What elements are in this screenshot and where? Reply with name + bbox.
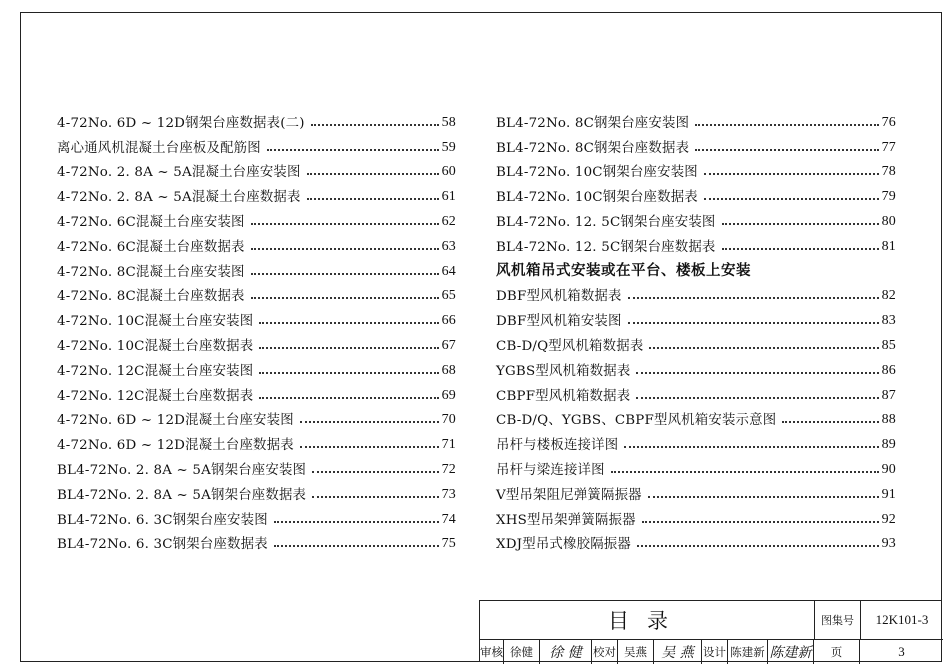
toc-leader-dots — [695, 149, 878, 151]
toc-entry — [57, 478, 456, 503]
toc-entry-page: 93 — [881, 536, 896, 552]
toc-leader-dots — [636, 397, 878, 399]
toc-entry-title: BL4-72No. 12. 5C钢架台座安装图 — [496, 214, 716, 230]
toc-entry — [496, 478, 896, 503]
toc-entry-title: BL4-72No. 2. 8A ~ 5A钢架台座数据表 — [57, 487, 307, 503]
toc-leader-dots — [251, 223, 439, 225]
design-label: 设计 — [702, 640, 728, 664]
toc-entry — [57, 304, 456, 329]
toc-leader-dots — [300, 421, 439, 423]
toc-entry-title: 4-72No. 10C混凝土台座数据表 — [57, 338, 254, 354]
toc-entry-page: 68 — [441, 362, 456, 378]
toc-entry-title: BL4-72No. 6. 3C钢架台座安装图 — [57, 512, 268, 528]
check-label: 校对 — [592, 640, 618, 664]
toc-entry-page: 62 — [441, 213, 456, 229]
toc-entry-page: 69 — [441, 387, 456, 403]
design-signature: 陈建新 — [768, 640, 814, 664]
toc-entry-page: 63 — [441, 238, 456, 254]
toc-left-column — [57, 106, 456, 552]
toc-entry — [57, 230, 456, 255]
toc-entry-title: 4-72No. 6D ~ 12D混凝土台座数据表 — [57, 438, 294, 454]
toc-leader-dots — [628, 322, 879, 324]
toc-leader-dots — [312, 496, 438, 498]
toc-entry-page: 76 — [881, 114, 896, 130]
toc-entry — [57, 453, 456, 478]
toc-right-column — [496, 106, 896, 552]
toc-entry — [496, 205, 896, 230]
toc-entry-page: 80 — [881, 213, 896, 229]
toc-entry-page: 87 — [881, 387, 896, 403]
toc-leader-dots — [251, 248, 439, 250]
section-heading: 风机箱吊式安装或在平台、楼板上安装 — [496, 262, 751, 279]
toc-entry — [57, 354, 456, 379]
toc-entry-page: 81 — [881, 238, 896, 254]
toc-entry-title: CB-D/Q、YGBS、CBPF型风机箱安装示意图 — [496, 413, 777, 429]
title-block-title: 目录 — [608, 609, 686, 633]
toc-leader-dots — [259, 397, 438, 399]
toc-entry-title: 4-72No. 2. 8A ~ 5A混凝土台座安装图 — [57, 165, 301, 181]
toc-right-group-a — [496, 106, 896, 255]
toc-entry-title: BL4-72No. 2. 8A ~ 5A钢架台座安装图 — [57, 462, 307, 478]
toc-entry-title: 4-72No. 6D ~ 12D混凝土台座安装图 — [57, 413, 294, 429]
page-number: 3 — [898, 644, 905, 659]
toc-entry — [496, 379, 896, 404]
toc-entry — [496, 230, 896, 255]
check-name: 吴燕 — [618, 640, 654, 664]
toc-entry-page: 79 — [881, 189, 896, 205]
toc-entry — [496, 453, 896, 478]
atlas-label: 图集号 — [814, 601, 860, 639]
toc-entry-page: 66 — [441, 313, 456, 329]
toc-entry-page: 86 — [881, 362, 896, 378]
toc-entry-title: DBF型风机箱数据表 — [496, 289, 622, 305]
toc-entry-title: XHS型吊架弹簧隔振器 — [496, 512, 636, 528]
toc-entry-page: 70 — [441, 412, 456, 428]
toc-entry — [57, 255, 456, 280]
toc-entry-title: BL4-72No. 8C钢架台座数据表 — [496, 140, 690, 156]
toc-entry — [496, 428, 896, 453]
toc-entry — [496, 354, 896, 379]
toc-entry — [57, 205, 456, 230]
toc-entry-title: 吊杆与梁连接详图 — [496, 462, 605, 478]
toc-entry — [57, 106, 456, 131]
toc-entry — [496, 528, 896, 553]
toc-leader-dots — [611, 471, 879, 473]
toc-entry — [496, 131, 896, 156]
toc-leader-dots — [311, 124, 439, 126]
toc-leader-dots — [722, 248, 879, 250]
toc-entry — [496, 304, 896, 329]
toc-entry — [57, 156, 456, 181]
toc-entry-title: YGBS型风机箱数据表 — [496, 363, 631, 379]
toc-entry — [57, 528, 456, 553]
toc-entry — [496, 404, 896, 429]
toc-entry-title: 4-72No. 8C混凝土台座数据表 — [57, 289, 245, 305]
toc-leader-dots — [695, 124, 878, 126]
toc-leader-dots — [649, 347, 878, 349]
toc-entry-page: 89 — [881, 437, 896, 453]
toc-entry — [496, 329, 896, 354]
toc-entry — [496, 156, 896, 181]
atlas-number: 12K101-3 — [860, 601, 943, 639]
toc-leader-dots — [267, 149, 439, 151]
toc-leader-dots — [251, 273, 439, 275]
toc-entry-title: BL4-72No. 6. 3C钢架台座数据表 — [57, 537, 268, 553]
signature-row — [480, 639, 943, 664]
toc-entry-title: CBPF型风机箱数据表 — [496, 388, 631, 404]
toc-entry-title: DBF型风机箱安装图 — [496, 314, 622, 330]
toc-leader-dots — [648, 496, 879, 498]
page-label: 页 — [814, 640, 860, 664]
toc-entry — [57, 379, 456, 404]
toc-entry-title: 4-72No. 12C混凝土台座数据表 — [57, 388, 254, 404]
toc-leader-dots — [259, 347, 438, 349]
toc-entry-title: 4-72No. 8C混凝土台座安装图 — [57, 264, 245, 280]
toc-entry — [57, 180, 456, 205]
toc-entry-title: 4-72No. 10C混凝土台座安装图 — [57, 314, 254, 330]
toc-leader-dots — [307, 198, 439, 200]
toc-entry-page: 74 — [441, 511, 456, 527]
toc-entry-page: 61 — [441, 189, 456, 205]
toc-leader-dots — [642, 521, 879, 523]
toc-entry — [57, 404, 456, 429]
toc-leader-dots — [274, 521, 439, 523]
toc-leader-dots — [251, 297, 439, 299]
toc-entry — [57, 131, 456, 156]
toc-entry — [57, 428, 456, 453]
toc-entry-title: BL4-72No. 8C钢架台座安装图 — [496, 115, 690, 131]
toc-entry-title: 4-72No. 6D ~ 12D钢架台座数据表(二) — [57, 115, 305, 131]
toc-entry — [57, 329, 456, 354]
toc-entry-page: 73 — [441, 486, 456, 502]
toc-leader-dots — [782, 421, 878, 423]
toc-entry-page: 71 — [441, 437, 456, 453]
toc-entry-page: 67 — [441, 337, 456, 353]
toc-entry-title: 4-72No. 6C混凝土台座安装图 — [57, 214, 245, 230]
toc-entry — [57, 280, 456, 305]
toc-entry-page: 90 — [881, 461, 896, 477]
toc-entry-title: 4-72No. 2. 8A ~ 5A混凝土台座数据表 — [57, 190, 301, 206]
toc-entry-title: BL4-72No. 10C钢架台座数据表 — [496, 190, 698, 206]
toc-entry — [496, 106, 896, 131]
toc-entry-page: 92 — [881, 511, 896, 527]
toc-leader-dots — [259, 372, 438, 374]
design-name: 陈建新 — [728, 640, 768, 664]
toc-entry-page: 91 — [881, 486, 896, 502]
title-block — [479, 600, 942, 662]
toc-entry-title: 4-72No. 12C混凝土台座安装图 — [57, 363, 254, 379]
toc-entry-title: V型吊架阻尼弹簧隔振器 — [496, 487, 642, 503]
check-signature: 吴 燕 — [654, 640, 702, 664]
toc-leader-dots — [312, 471, 438, 473]
toc-entry-page: 77 — [881, 139, 896, 155]
toc-leader-dots — [274, 545, 439, 547]
toc-entry-title: 吊杆与楼板连接详图 — [496, 438, 619, 454]
toc-entry-title: 4-72No. 6C混凝土台座数据表 — [57, 239, 245, 255]
review-signature: 徐 健 — [540, 640, 592, 664]
toc-entry-title: XDJ型吊式橡胶隔振器 — [496, 537, 631, 553]
toc-entry-page: 58 — [441, 114, 456, 130]
toc-entry-page: 65 — [441, 288, 456, 304]
toc-leader-dots — [722, 223, 879, 225]
toc-right-group-b — [496, 280, 896, 553]
toc-entry-page: 59 — [441, 139, 456, 155]
toc-entry-page: 64 — [441, 263, 456, 279]
toc-entry-title: 离心通风机混凝土台座板及配筋图 — [57, 140, 261, 156]
toc-entry-page: 88 — [881, 412, 896, 428]
toc-leader-dots — [704, 173, 879, 175]
toc-leader-dots — [637, 545, 879, 547]
toc-leader-dots — [624, 446, 878, 448]
toc-entry-page: 75 — [441, 536, 456, 552]
toc-entry-page: 85 — [881, 337, 896, 353]
toc-entry-title: BL4-72No. 12. 5C钢架台座数据表 — [496, 239, 716, 255]
toc-leader-dots — [307, 173, 439, 175]
toc-entry — [496, 180, 896, 205]
toc-entry — [496, 280, 896, 305]
toc-entry-page: 83 — [881, 313, 896, 329]
toc-entry-title: BL4-72No. 10C钢架台座安装图 — [496, 165, 698, 181]
toc-leader-dots — [704, 198, 879, 200]
toc-leader-dots — [636, 372, 878, 374]
toc-leader-dots — [628, 297, 879, 299]
toc-entry — [57, 503, 456, 528]
toc-entry-page: 60 — [441, 164, 456, 180]
toc-entry — [496, 503, 896, 528]
review-name: 徐健 — [504, 640, 540, 664]
toc-entry-page: 72 — [441, 461, 456, 477]
toc-entry-title: CB-D/Q型风机箱数据表 — [496, 338, 644, 354]
toc-entry-page: 82 — [881, 288, 896, 304]
toc-leader-dots — [300, 446, 439, 448]
toc-entry-page: 78 — [881, 164, 896, 180]
toc-leader-dots — [259, 322, 438, 324]
review-label: 审核 — [480, 640, 504, 664]
